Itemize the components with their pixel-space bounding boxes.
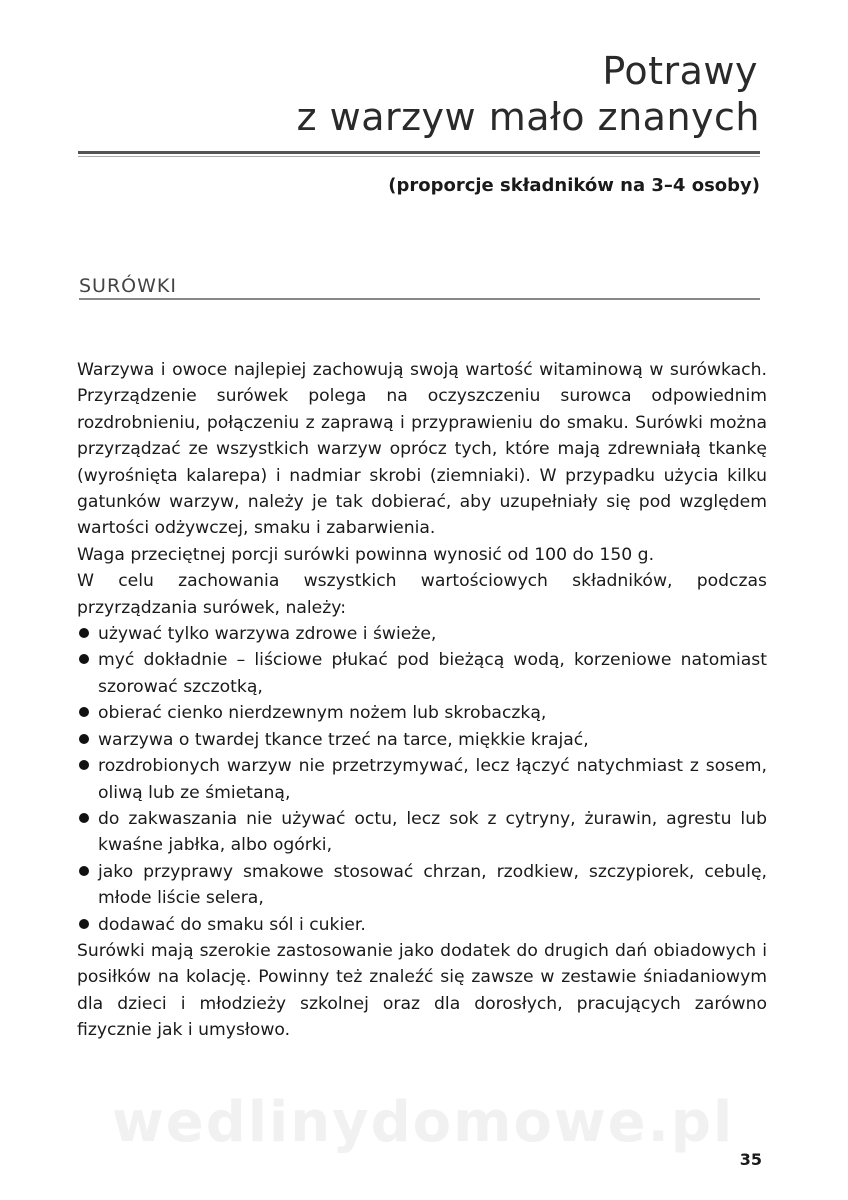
list-item	[77, 621, 767, 647]
list-item-text: myć dokładnie – liściowe płukać pod bieżącą wodą, korzeniowe natomiast szorować szczotką,	[98, 650, 767, 697]
title-line-2: z warzyw mało znanych	[296, 95, 760, 139]
bullet-icon	[79, 760, 89, 770]
watermark: wedlinydomowe.pl	[112, 1090, 735, 1155]
paragraph-usage: Surówki mają szerokie zastosowanie jako dodatek do drugich dań obiadowych i posiłków na kolację. Powinny też znaleźć się zawsze w zestawie śniadaniowym dla dzieci i młodzieży szkolnej oraz dla dorosłych, pracujących zarówno fizycznie jak i umysłowo.	[77, 940, 767, 1041]
bullet-icon	[79, 654, 89, 664]
list-item-text: do zakwaszania nie używać octu, lecz sok z cytryny, żurawin, agrestu lub kwaśne jabłka, albo ogórki,	[98, 808, 767, 856]
section-rule	[79, 298, 760, 300]
bullet-icon	[79, 707, 89, 717]
list-item	[77, 727, 767, 753]
list-item-text: rozdrobionych warzyw nie przetrzymywać, lecz łączyć natychmiast z sosem, oliwą lub ze śmietaną,	[98, 756, 767, 803]
paragraph-portion-weight: Waga przeciętnej porcji surówki powinna wynosić od 100 do 150 g.	[77, 544, 655, 565]
list-item	[77, 806, 767, 859]
bullet-icon	[79, 866, 89, 876]
bullet-icon	[79, 813, 89, 823]
list-item-text: obierać cienko nierdzewnym nożem lub skrobaczką,	[98, 703, 547, 724]
bullet-icon	[79, 734, 89, 744]
paragraph-instructions-lead: W celu zachowania wszystkich wartościowych składników, podczas przyrządzania surówek, należy:	[77, 571, 767, 618]
paragraph-intro: Warzywa i owoce najlepiej zachowują swoją wartość witaminową w surówkach. Przyrządzenie surówek polega na oczyszczeniu surowca odpowiednim rozdrobnieniu, połączeniu z zaprawą i przyprawieniu do smaku. Surówki można przyrządzać ze wszystkich warzyw oprócz tych, które mają zdrewniałą tkankę (wyrośnięta kalarepa) i nadmiar skrobi (ziemniaki). W przypadku użycia kilku gatunków warzyw, należy je tak dobierać, aby uzupełniały się pod względem wartości odżywczej, smaku i zabarwienia.	[77, 360, 767, 539]
list-item	[77, 859, 767, 912]
list-item	[77, 700, 767, 726]
page-number: 35	[739, 1150, 762, 1169]
instruction-list	[77, 621, 767, 938]
bullet-icon	[79, 919, 89, 929]
bullet-icon	[79, 628, 89, 638]
title-line-1: Potrawy	[602, 49, 758, 93]
section-title: SURÓWKI	[79, 275, 177, 297]
body-text	[77, 357, 767, 1044]
list-item	[77, 753, 767, 806]
list-item-text: używać tylko warzywa zdrowe i świeże,	[98, 624, 437, 645]
list-item-text: jako przyprawy smakowe stosować chrzan, rzodkiew, szczypiorek, cebulę, młode liście selera,	[98, 861, 767, 909]
list-item	[77, 912, 767, 938]
list-item	[77, 647, 767, 700]
list-item-text: dodawać do smaku sól i cukier.	[98, 914, 366, 935]
title-rule-thin	[78, 156, 760, 157]
title-rule	[78, 151, 760, 154]
list-item-text: warzywa o twardej tkance trzeć na tarce, miękkie krajać,	[98, 729, 589, 750]
proportions-subtitle: (proporcje składników na 3–4 osoby)	[388, 175, 760, 196]
